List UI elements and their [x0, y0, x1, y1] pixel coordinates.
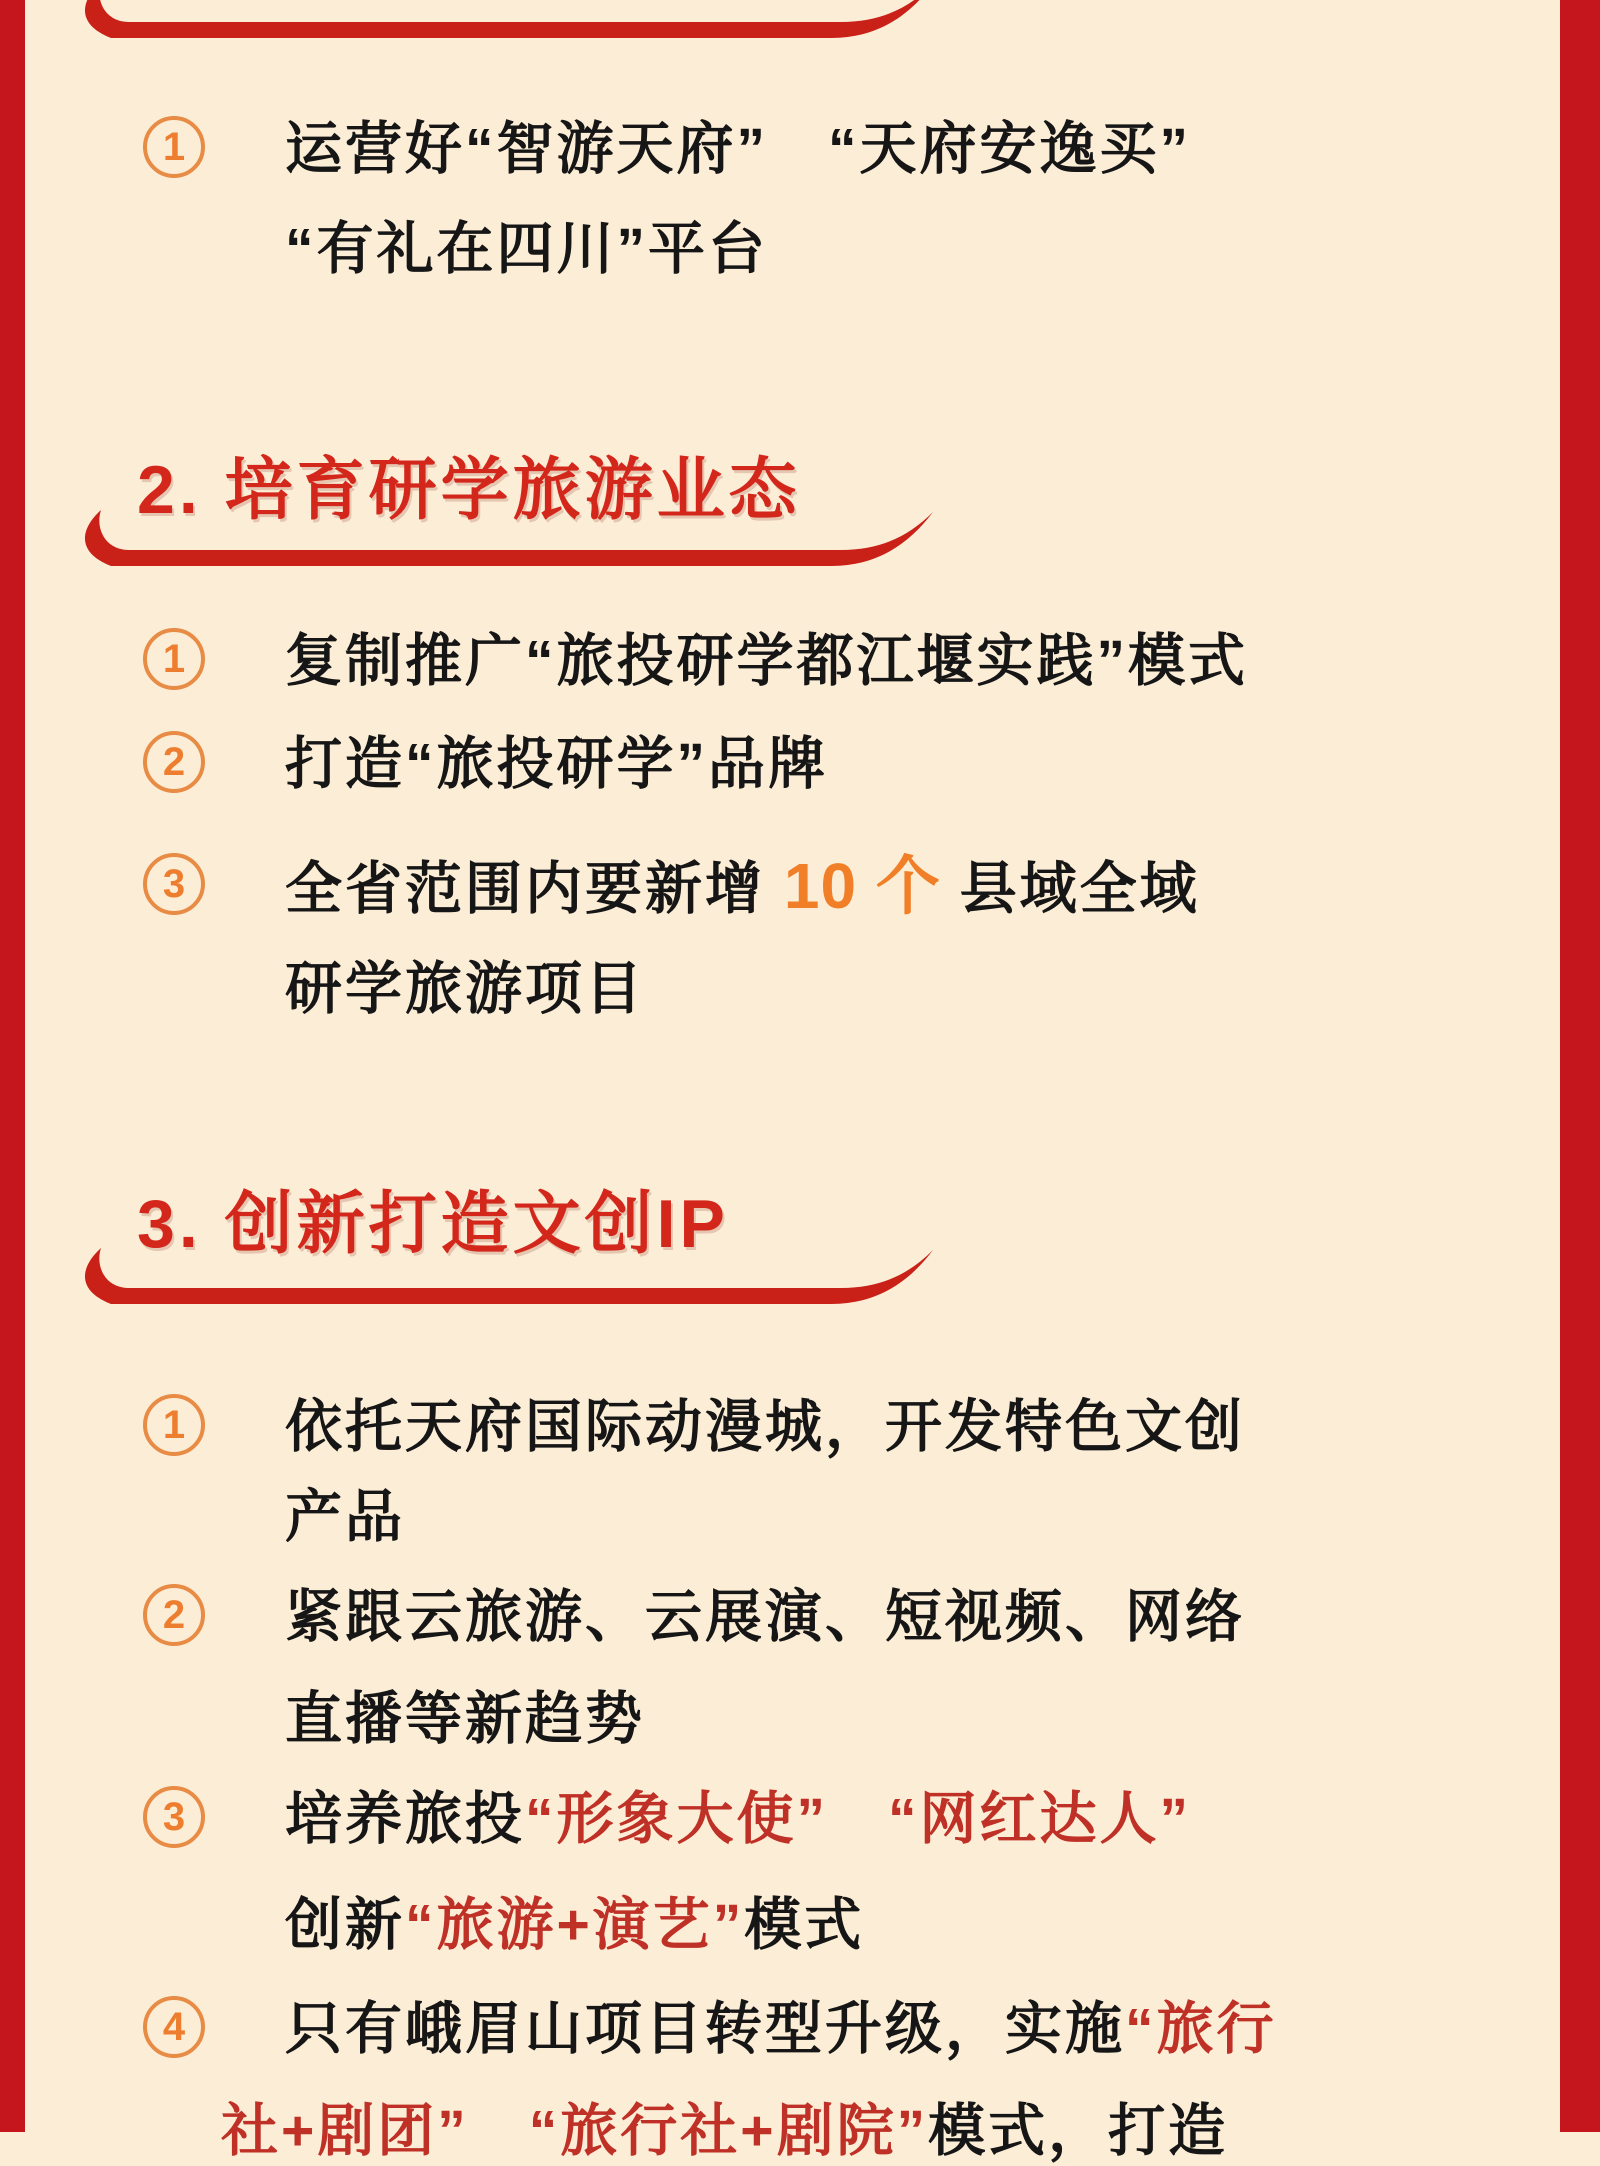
list-item-line	[25, 2100, 1560, 2166]
item-number-badge	[143, 1786, 205, 1848]
text-segment-normal: 创新	[285, 1893, 405, 1957]
item-number: 1	[162, 125, 186, 169]
list-item-line	[25, 1396, 1560, 1462]
list-item-line	[25, 630, 1560, 696]
item-number: 3	[162, 1795, 186, 1839]
text-segment-normal	[469, 2099, 529, 2163]
section-3-title: 3. 创新打造文创IP	[137, 1186, 729, 1262]
list-item-line	[25, 1586, 1560, 1652]
text-segment-normal: 培养旅投	[285, 1787, 525, 1851]
swoosh-underline-graphic	[71, 510, 941, 574]
text-segment-normal: 运营好“智游天府” “天府安逸买”	[285, 117, 1191, 181]
item-text-line	[285, 118, 1191, 180]
text-segment-normal: “有礼在四川”平台	[285, 217, 768, 281]
list-item-line	[25, 1486, 1560, 1552]
item-number-badge	[143, 628, 205, 690]
item-number: 1	[162, 637, 186, 681]
item-number: 1	[162, 1403, 186, 1447]
text-segment-normal: 全省范围内要新增	[285, 857, 784, 921]
text-segment-normal: 复制推广“旅投研学都江堰实践”模式	[285, 629, 1248, 693]
text-segment-normal	[828, 1787, 888, 1851]
text-segment-red: “网红达人”	[888, 1787, 1191, 1851]
item-text-line	[285, 630, 1248, 692]
text-segment-normal: 产品	[285, 1485, 405, 1549]
text-segment-red: “旅游+演艺”	[405, 1893, 745, 1957]
text-segment-normal: 直播等新趋势	[285, 1687, 645, 1751]
section-2-title: 2. 培育研学旅游业态	[137, 452, 801, 528]
list-item-line	[25, 958, 1560, 1024]
content-area	[25, 0, 1560, 2163]
text-segment-normal: 模式	[744, 1893, 865, 1957]
text-segment-normal: 县域全域	[940, 857, 1200, 921]
text-segment-orange: 10 个	[783, 850, 941, 922]
item-text-line	[285, 1688, 645, 1750]
item-number: 4	[162, 2005, 186, 2049]
item-text-line	[285, 850, 1200, 922]
top-section-underline-swoosh	[71, 0, 941, 46]
list-item-line	[25, 1688, 1560, 1754]
text-segment-red: “旅行社+剧院”	[528, 2099, 929, 2163]
item-text-line	[285, 1586, 1245, 1648]
item-number: 2	[162, 1593, 186, 1637]
item-number-badge	[143, 731, 205, 793]
item-number-badge	[143, 1996, 205, 2058]
text-segment-red: “旅行	[1125, 1997, 1277, 2061]
list-item-line	[25, 1894, 1560, 1960]
text-segment-normal: 打造“旅投研学”品牌	[285, 732, 828, 796]
text-segment-normal: 模式，打造	[928, 2099, 1229, 2163]
left-red-border	[0, 0, 25, 2132]
item-text-line	[285, 218, 768, 280]
text-segment-normal: 只有峨眉山项目转型升级，实施	[285, 1997, 1125, 2061]
section-2-underline-swoosh	[71, 510, 941, 574]
list-item-line	[25, 1788, 1560, 1854]
list-item-line	[25, 733, 1560, 799]
item-number-badge	[143, 853, 205, 915]
item-number-badge	[143, 1584, 205, 1646]
item-text-line	[285, 733, 828, 795]
item-number: 3	[162, 862, 186, 906]
item-text-line	[285, 1894, 864, 1956]
item-number-badge	[143, 116, 205, 178]
item-text-line	[221, 2100, 1228, 2162]
text-segment-red: “形象大使”	[525, 1787, 828, 1851]
item-text-line	[285, 958, 645, 1020]
text-segment-red: 社+剧团”	[221, 2099, 469, 2163]
list-item-line	[25, 218, 1560, 284]
list-item-line	[25, 1998, 1560, 2064]
item-text-line	[285, 1486, 405, 1548]
list-item-line	[25, 118, 1560, 184]
item-text-line	[285, 1788, 1191, 1850]
list-item-line	[25, 850, 1560, 922]
item-text-line	[285, 1396, 1245, 1458]
text-segment-normal: 紧跟云旅游、云展演、短视频、网络	[285, 1585, 1245, 1649]
swoosh-underline-graphic	[71, 0, 941, 46]
item-number-badge	[143, 1394, 205, 1456]
text-segment-normal: 依托天府国际动漫城，开发特色文创	[285, 1395, 1245, 1459]
item-text-line	[285, 1998, 1277, 2060]
section-3-underline-swoosh	[71, 1248, 941, 1312]
item-number: 2	[162, 740, 186, 784]
right-red-border	[1560, 0, 1600, 2132]
swoosh-underline-graphic	[71, 1248, 941, 1312]
text-segment-normal: 研学旅游项目	[285, 957, 645, 1021]
